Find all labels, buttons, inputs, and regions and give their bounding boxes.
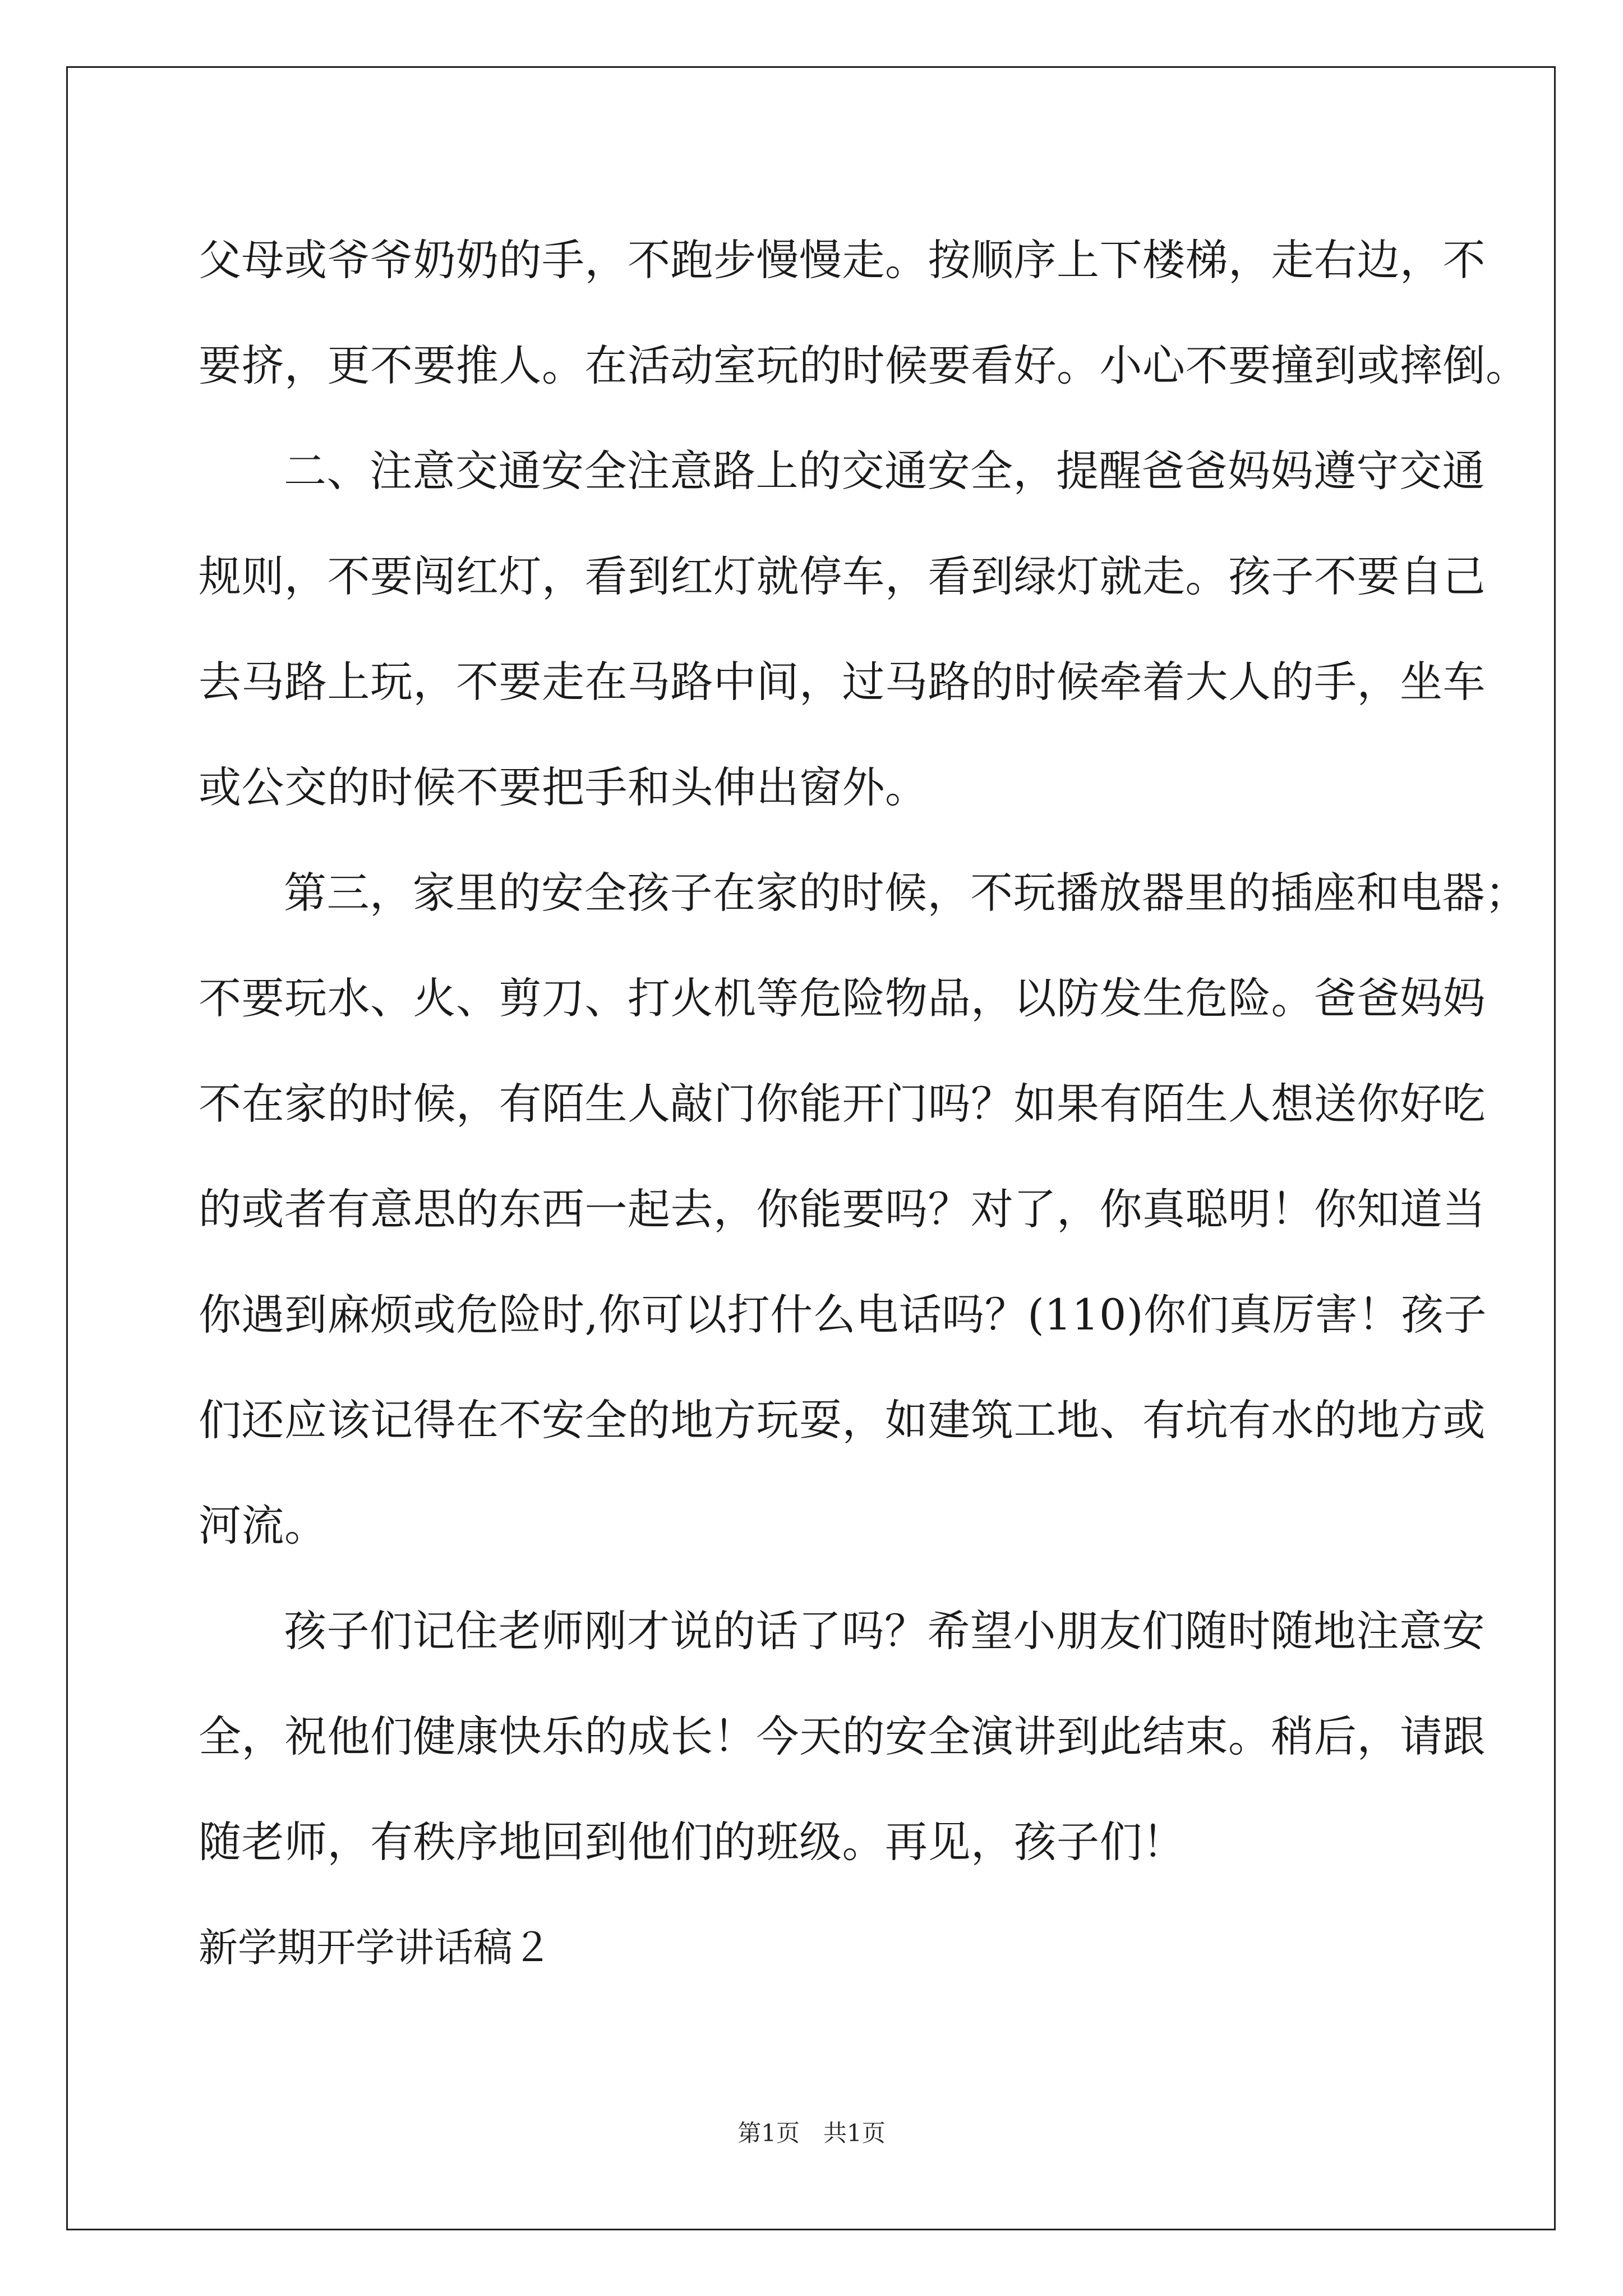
text-line: 规则，不要闯红灯，看到红灯就停车，看到绿灯就走。孩子不要自己 <box>199 551 1486 601</box>
text-line: 你遇到麻烦或危险时,你可以打什么电话吗？(110)你们真厉害！孩子 <box>199 1290 1487 1340</box>
paragraph-2 <box>199 418 1486 840</box>
text-line: 全，祝他们健康快乐的成长！今天的安全演讲到此结束。稍后，请跟 <box>199 1711 1486 1761</box>
page-number-footer: 第1页 共1页 <box>737 2119 886 2147</box>
text-line: 不要玩水、火、剪刀、打火机等危险物品，以防发生危险。爸爸妈妈 <box>199 973 1486 1023</box>
text-line: 随老师，有秩序地回到他们的班级。再见，孩子们！ <box>199 1817 1186 1867</box>
document-body <box>199 208 1529 2000</box>
text-line: 二、注意交通安全注意路上的交通安全，提醒爸爸妈妈遵守交通 <box>284 446 1485 496</box>
text-line: 孩子们记住老师刚才说的话了吗？希望小朋友们随时随地注意安 <box>284 1606 1485 1656</box>
section-heading: 新学期开学讲话稿２ <box>199 1925 552 1971</box>
text-line: 河流。 <box>199 1501 328 1550</box>
text-line: 父母或爷爷奶奶的手，不跑步慢慢走。按顺序上下楼梯，走右边，不 <box>199 235 1486 285</box>
text-line: 们还应该记得在不安全的地方玩耍，如建筑工地、有坑有水的地方或 <box>199 1395 1486 1445</box>
text-line: 的或者有意思的东西一起去，你能要吗？对了，你真聪明！你知道当 <box>199 1184 1486 1234</box>
paragraph-4 <box>199 1579 1486 1895</box>
text-line: 或公交的时候不要把手和头伸出窗外。 <box>199 762 928 812</box>
text-line: 不在家的时候，有陌生人敲门你能开门吗？如果有陌生人想送你好吃 <box>199 1079 1486 1129</box>
paragraph-3 <box>199 840 1528 1579</box>
paragraph-1 <box>199 208 1529 418</box>
text-line: 要挤，更不要推人。在活动室玩的时候要看好。小心不要撞到或摔倒。 <box>199 341 1529 390</box>
text-line: 去马路上玩，不要走在马路中间，过马路的时候牵着大人的手，坐车 <box>199 657 1486 707</box>
text-line: 第三，家里的安全孩子在家的时候，不玩播放器里的插座和电器； <box>284 868 1528 918</box>
